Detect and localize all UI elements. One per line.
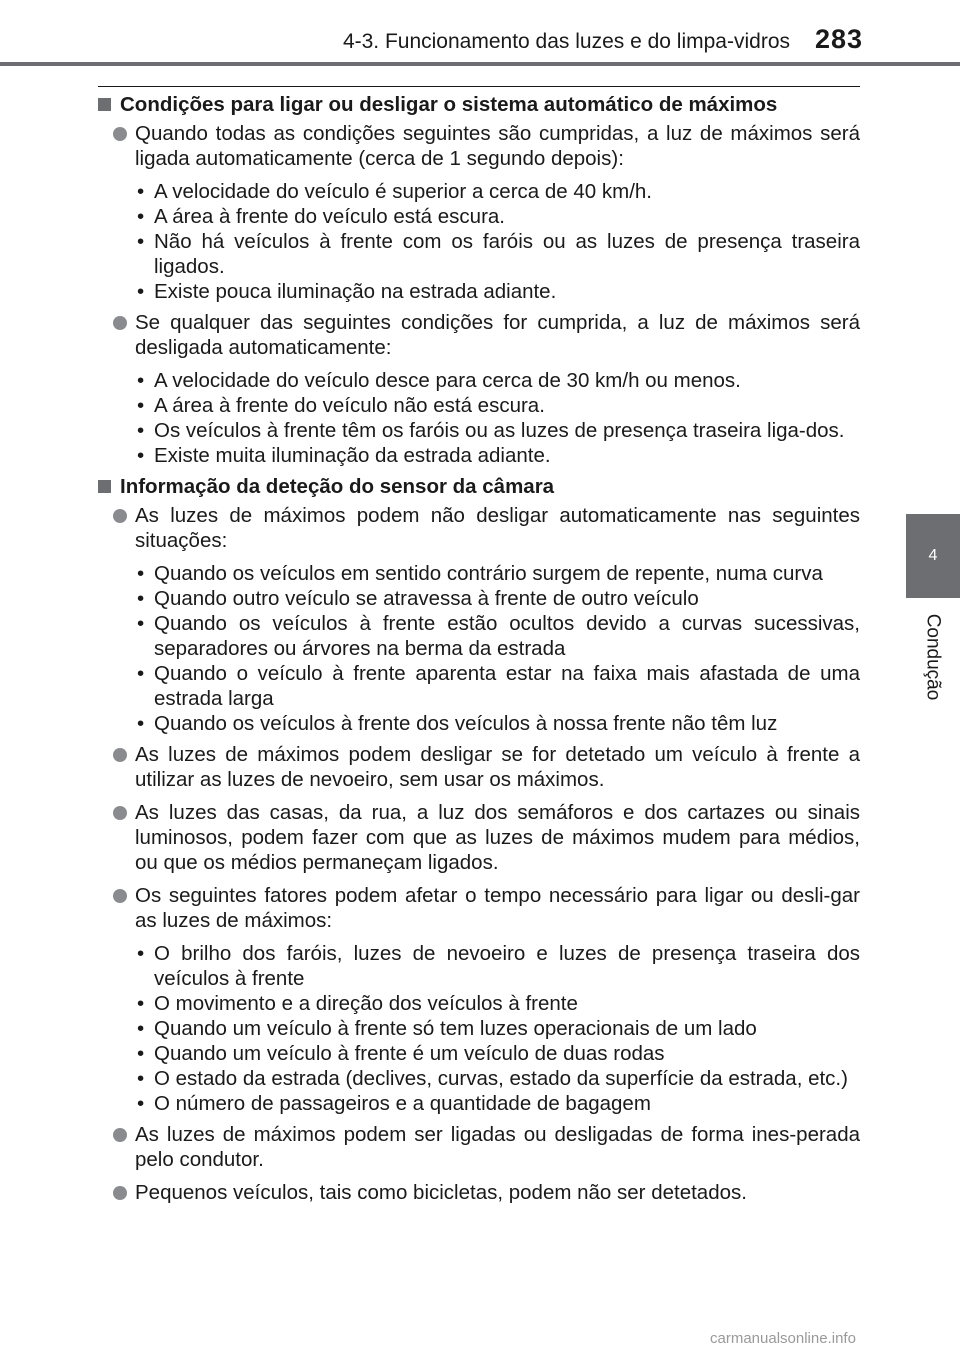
bullet-paragraph [98,742,860,792]
paragraph-text: Se qualquer das seguintes condições for cumprida, a luz de máximos será desligada automaticamente: [135,311,860,359]
bullet-dot-icon: • [137,230,145,253]
bullet-dot-icon: • [137,369,145,392]
paragraph-text: As luzes de máximos podem ser ligadas ou desligadas de forma ines-perada pelo condutor. [135,1123,860,1171]
round-bullet-icon [113,1128,127,1142]
chapter-tab [906,514,960,598]
bullet-dot-icon: • [137,280,145,303]
sub-list-text: A velocidade do veículo é superior a cerca de 40 km/h. [154,180,652,203]
sub-list-item [98,279,860,304]
bullet-dot-icon: • [137,394,145,417]
sub-list-text: Quando um veículo à frente só tem luzes operacionais de um lado [154,1017,757,1040]
bullet-paragraph [98,310,860,360]
sub-list-item [98,561,860,586]
sub-list-text: O estado da estrada (declives, curvas, estado da superfície da estrada, etc.) [154,1067,848,1090]
sub-list-item [98,229,860,279]
sub-list-item [98,711,860,736]
sub-list [98,941,860,1116]
paragraph-text: Os seguintes fatores podem afetar o tempo necessário para ligar ou desli-gar as luzes de máximos: [135,884,860,932]
bullet-dot-icon: • [137,662,145,685]
sub-list-text: A velocidade do veículo desce para cerca de 30 km/h ou menos. [154,369,741,392]
chapter-label: Condução [922,613,944,701]
chapter-number: 4 [928,547,938,564]
sub-list-item [98,368,860,393]
sub-list-text: O número de passageiros e a quantidade de bagagem [154,1092,651,1115]
bullet-paragraph [98,503,860,553]
bullet-paragraph [98,800,860,875]
sub-list-item [98,586,860,611]
paragraph-text: Quando todas as condições seguintes são cumpridas, a luz de máximos será ligada automaticamente (cerca de 1 segundo depois): [135,122,860,170]
bullet-dot-icon: • [137,942,145,965]
round-bullet-icon [113,316,127,330]
page-number: 283 [815,24,864,54]
section-heading-text: Condições para ligar ou desligar o sistema automático de máximos [120,93,778,116]
bullet-dot-icon: • [137,1067,145,1090]
section-title: 4-3. Funcionamento das luzes e do limpa-vidros [342,30,790,53]
sub-list-item [98,443,860,468]
paragraph-text: Pequenos veículos, tais como bicicletas, podem não ser detetados. [135,1181,747,1204]
sub-list-item [98,393,860,418]
round-bullet-icon [113,806,127,820]
section-heading [98,92,860,117]
bullet-paragraph [98,883,860,933]
sub-list [98,561,860,736]
bullet-dot-icon: • [137,444,145,467]
bullet-dot-icon: • [137,587,145,610]
sub-list-item [98,1066,860,1091]
sub-list-item [98,991,860,1016]
round-bullet-icon [113,509,127,523]
round-bullet-icon [113,1186,127,1200]
content-top-rule [98,86,860,87]
sub-list-text: A área à frente do veículo não está escura. [154,394,545,417]
sub-list-item [98,941,860,991]
sub-list [98,179,860,304]
sub-list-text: Não há veículos à frente com os faróis ou as luzes de presença traseira ligados. [154,230,860,278]
round-bullet-icon [113,889,127,903]
bullet-dot-icon: • [137,992,145,1015]
chapter-label-container [905,598,960,716]
sub-list-item [98,1091,860,1116]
bullet-dot-icon: • [137,1092,145,1115]
page-body [98,92,860,1213]
bullet-dot-icon: • [137,205,145,228]
sub-list-text: Quando um veículo à frente é um veículo de duas rodas [154,1042,665,1065]
sub-list-item [98,611,860,661]
square-bullet-icon [98,480,111,493]
sub-list-text: Existe muita iluminação da estrada adiante. [154,444,551,467]
sub-list-text: Quando os veículos à frente estão ocultos devido a curvas sucessivas, separadores ou árvores na berma da estrada [154,612,860,660]
sub-list-text: Quando os veículos à frente dos veículos à nossa frente não têm luz [154,712,778,735]
watermark: carmanualsonline.info [710,1330,856,1347]
header-bar [0,62,960,66]
sub-list-item [98,179,860,204]
sub-list-item [98,1041,860,1066]
bullet-dot-icon: • [137,612,145,635]
bullet-dot-icon: • [137,419,145,442]
bullet-paragraph [98,1180,860,1205]
sub-list-text: Quando o veículo à frente aparenta estar na faixa mais afastada de uma estrada larga [154,662,860,710]
round-bullet-icon [113,127,127,141]
sub-list-text: Os veículos à frente têm os faróis ou as luzes de presença traseira liga-dos. [154,419,845,442]
paragraph-text: As luzes de máximos podem não desligar automaticamente nas seguintes situações: [135,504,860,552]
paragraph-text: As luzes das casas, da rua, a luz dos semáforos e dos cartazes ou sinais luminosos, podem fazer com que as luzes de máximos mudem para médios, ou que os médios permaneçam ligados. [135,801,860,874]
round-bullet-icon [113,748,127,762]
sub-list-item [98,418,860,443]
sub-list-text: O movimento e a direção dos veículos à frente [154,992,578,1015]
section-heading [98,474,860,499]
bullet-dot-icon: • [137,712,145,735]
sub-list-item [98,661,860,711]
bullet-paragraph [98,121,860,171]
sub-list-text: Existe pouca iluminação na estrada adiante. [154,280,557,303]
paragraph-text: As luzes de máximos podem desligar se for detetado um veículo à frente a utilizar as luzes de nevoeiro, sem usar os máximos. [135,743,860,791]
bullet-dot-icon: • [137,180,145,203]
sub-list-item [98,1016,860,1041]
sub-list-item [98,204,860,229]
sub-list-text: O brilho dos faróis, luzes de nevoeiro e luzes de presença traseira dos veículos à frente [154,942,860,990]
bullet-dot-icon: • [137,562,145,585]
square-bullet-icon [98,98,111,111]
bullet-dot-icon: • [137,1042,145,1065]
sub-list-text: Quando outro veículo se atravessa à frente de outro veículo [154,587,699,610]
sub-list-text: Quando os veículos em sentido contrário surgem de repente, numa curva [154,562,823,585]
bullet-paragraph [98,1122,860,1172]
section-heading-text: Informação da deteção do sensor da câmara [120,475,555,498]
sub-list [98,368,860,468]
bullet-dot-icon: • [137,1017,145,1040]
sub-list-text: A área à frente do veículo está escura. [154,205,505,228]
